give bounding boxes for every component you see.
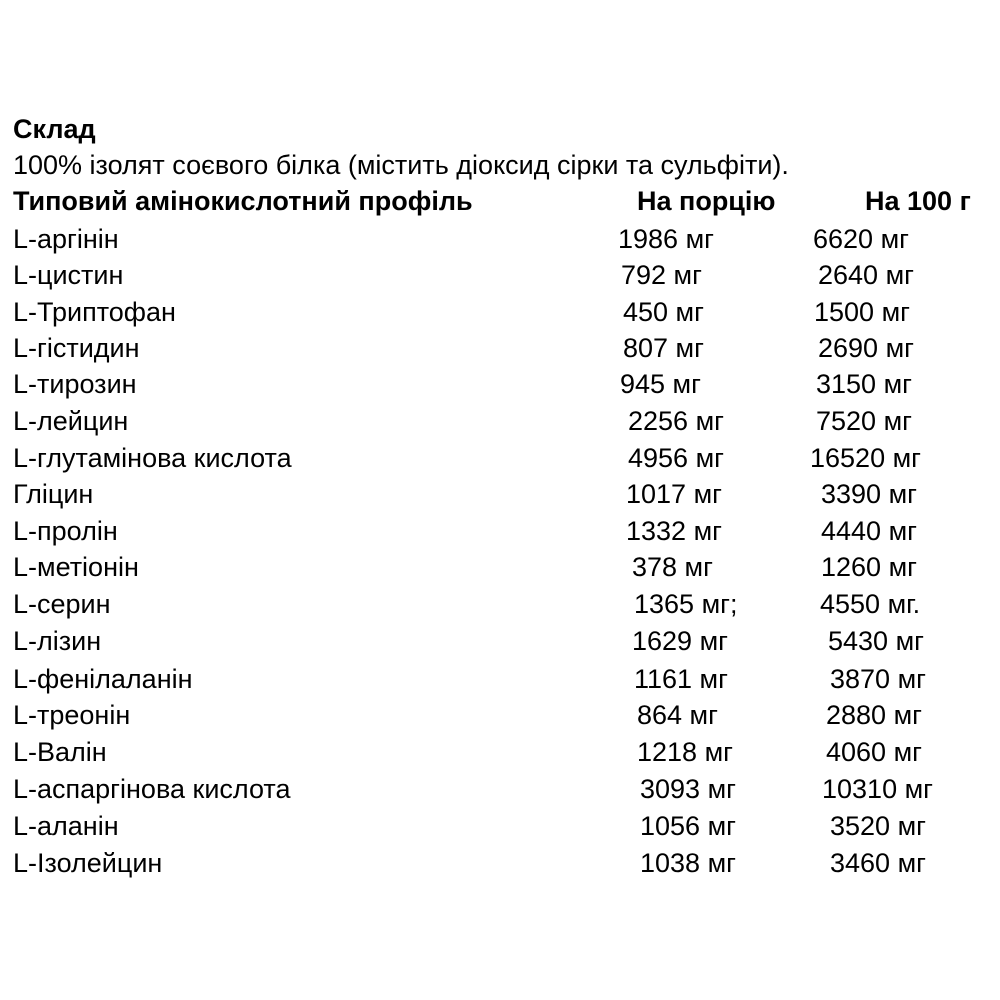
per-100g-value: 1260 мг — [821, 552, 917, 582]
per-100g-header: На 100 г — [865, 186, 971, 216]
per-serving-value: 450 мг — [623, 297, 704, 327]
amino-acid-name: L-треонін — [13, 700, 131, 730]
per-100g-value: 7520 мг — [816, 406, 912, 436]
per-serving-value: 1161 мг — [634, 664, 728, 694]
table-row — [0, 587, 1000, 621]
amino-acid-name: L-аспаргінова кислота — [13, 774, 291, 804]
amino-acid-name: L-Ізолейцин — [13, 848, 163, 878]
amino-acid-name: L-глутамінова кислота — [13, 443, 292, 473]
table-row — [0, 846, 1000, 880]
per-serving-value: 1629 мг — [632, 626, 728, 656]
amino-acid-name: L-лізин — [13, 626, 102, 656]
table-row — [0, 258, 1000, 292]
table-row — [0, 441, 1000, 475]
per-100g-value: 4550 мг. — [820, 589, 921, 619]
amino-acid-name: Гліцин — [13, 479, 94, 509]
per-serving-value: 1986 мг — [618, 224, 714, 254]
table-row — [0, 809, 1000, 843]
per-serving-value: 945 мг — [620, 369, 701, 399]
amino-acid-name: L-фенілаланін — [13, 664, 193, 694]
per-serving-value: 4956 мг — [628, 443, 724, 473]
per-100g-value: 4060 мг — [826, 737, 922, 767]
table-row — [0, 662, 1000, 696]
per-serving-value: 1365 мг; — [634, 589, 738, 619]
table-row — [0, 514, 1000, 548]
per-100g-value: 2640 мг — [818, 260, 914, 290]
table-row — [0, 624, 1000, 658]
amino-acid-name: L-серин — [13, 589, 111, 619]
amino-acid-name: L-лейцин — [13, 406, 129, 436]
per-100g-value: 3520 мг — [830, 811, 926, 841]
per-100g-value: 2690 мг — [818, 333, 914, 363]
per-serving-value: 1017 мг — [626, 479, 722, 509]
per-serving-value: 2256 мг — [628, 406, 724, 436]
per-serving-value: 1218 мг — [637, 737, 733, 767]
amino-profile-header: Типовий амінокислотний профіль — [13, 186, 473, 216]
amino-acid-name: L-аргінін — [13, 224, 119, 254]
per-serving-header: На порцію — [637, 186, 776, 216]
per-100g-value: 2880 мг — [826, 700, 922, 730]
table-row — [0, 404, 1000, 438]
table-row — [0, 295, 1000, 329]
per-100g-value: 3870 мг — [830, 664, 926, 694]
per-serving-value: 1056 мг — [640, 811, 736, 841]
per-serving-value: 378 мг — [632, 552, 713, 582]
per-100g-value: 4440 мг — [821, 516, 917, 546]
per-100g-value: 5430 мг — [828, 626, 924, 656]
table-row — [0, 477, 1000, 511]
section-title: Склад — [13, 114, 96, 144]
per-100g-value: 3460 мг — [830, 848, 926, 878]
per-100g-value: 10310 мг — [822, 774, 933, 804]
table-row — [0, 550, 1000, 584]
per-serving-value: 792 мг — [621, 260, 702, 290]
amino-acid-name: L-пролін — [13, 516, 118, 546]
table-row — [0, 367, 1000, 401]
per-100g-value: 3390 мг — [821, 479, 917, 509]
per-100g-value: 16520 мг — [810, 443, 921, 473]
per-100g-value: 6620 мг — [813, 224, 909, 254]
table-row — [0, 735, 1000, 769]
amino-acid-name: L-аланін — [13, 811, 119, 841]
table-row — [0, 331, 1000, 365]
per-serving-value: 807 мг — [623, 333, 704, 363]
amino-acid-name: L-Валін — [13, 737, 107, 767]
per-serving-value: 1038 мг — [640, 848, 736, 878]
amino-acid-name: L-гістидин — [13, 333, 140, 363]
per-100g-value: 1500 мг — [814, 297, 910, 327]
table-row — [0, 698, 1000, 732]
per-100g-value: 3150 мг — [816, 369, 912, 399]
per-serving-value: 1332 мг — [626, 516, 722, 546]
amino-acid-name: L-метіонін — [13, 552, 139, 582]
per-serving-value: 3093 мг — [640, 774, 736, 804]
ingredient-description: 100% ізолят соєвого білка (містить діоксид сірки та сульфіти). — [13, 150, 789, 180]
table-row — [0, 772, 1000, 806]
per-serving-value: 864 мг — [637, 700, 718, 730]
table-row — [0, 222, 1000, 256]
amino-acid-name: L-тирозин — [13, 369, 137, 399]
amino-acid-name: L-Триптофан — [13, 297, 176, 327]
amino-acid-name: L-цистин — [13, 260, 124, 290]
